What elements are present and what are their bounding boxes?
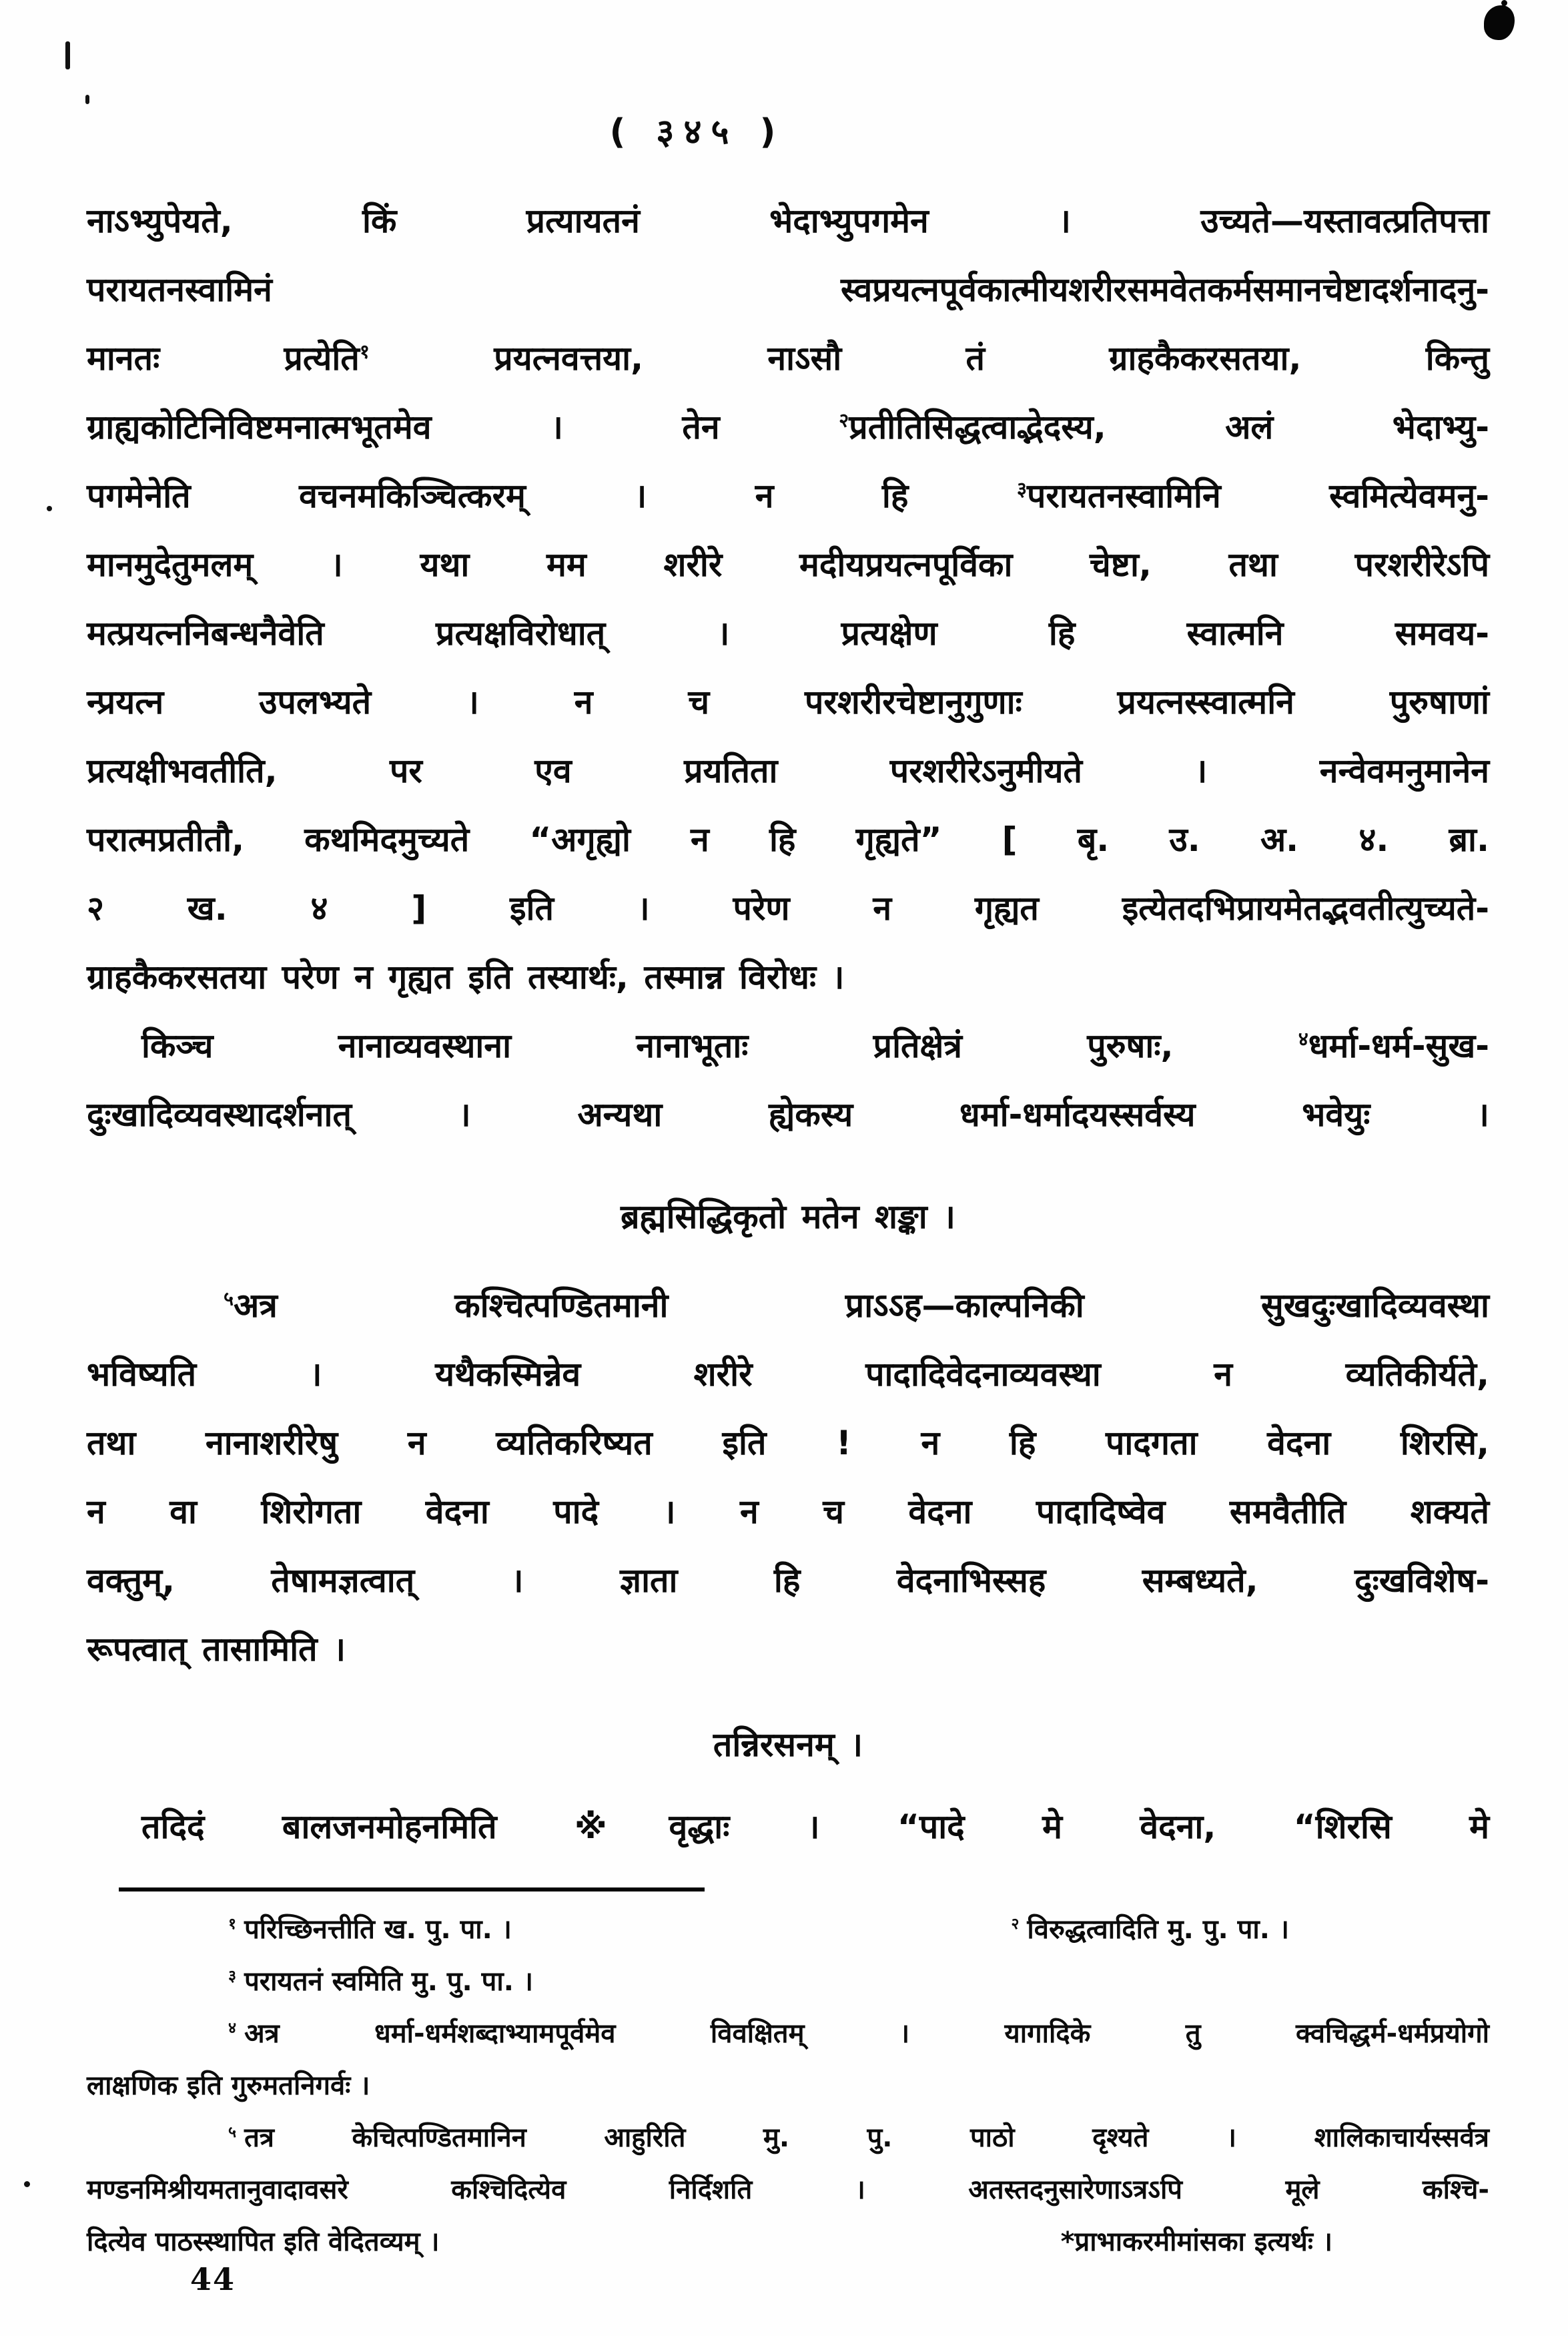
- body-line: प्रत्यक्षीभवतीति, पर एव प्रयतिता परशरीरेऽनुमीयते । नन्वेवमनुमानेन: [87, 752, 1489, 790]
- footnote-text: परायतनं स्वमिति मु. पु. पा. ।: [244, 1966, 534, 1997]
- body-line: मानमुदेतुमलम् । यथा मम शरीरे मदीयप्रयत्नपूर्विका चेष्टा, तथा परशरीरेऽपि: [87, 545, 1489, 584]
- body-line: परात्मप्रतीतौ, कथमिदमुच्यते “अगृह्यो न हि गृह्यते” [ बृ. उ. अ. ४. ब्रा.: [87, 820, 1489, 859]
- footnote-ref: ४: [1298, 1027, 1308, 1051]
- line-text: मानतः प्रत्येति: [87, 339, 360, 378]
- section-heading-refutation: तन्निरसनम् ।: [713, 1725, 863, 1764]
- body-line: न्प्रयत्न उपलभ्यते । न च परशरीरचेष्टानुगुणाः प्रयत्नस्स्वात्मनि पुरुषाणां: [87, 683, 1489, 721]
- footnote-text: अत्र धर्मा-धर्मशब्दाभ्यामपूर्वमेव विवक्षितम् । यागादिके तु क्वचिद्धर्म-धर्मप्रयोगो: [244, 2018, 1489, 2049]
- body-line: रूपत्वात् तासामिति ।: [87, 1630, 346, 1669]
- footnote-star: *प्राभाकरमीमांसका इत्यर्थः ।: [1060, 2227, 1332, 2257]
- body-line: ग्राहकैकरसतया परेण न गृह्यत इति तस्यार्थः, तस्मान्न विरोधः ।: [87, 958, 845, 996]
- body-line: [87, 1271, 1489, 1340]
- footnote-ref: ५: [224, 1287, 234, 1310]
- body-line: [87, 393, 1489, 462]
- scan-speck: [47, 506, 52, 511]
- footnote-5-line-2: मण्डनमिश्रीयमतानुवादावसरे कश्चिदित्येव निर्दिशति । अतस्तदनुसारेणाऽत्रऽपि मूले कश्चि-: [87, 2174, 1489, 2205]
- body-line: [87, 324, 1489, 393]
- footnote-row: [87, 1904, 1489, 1956]
- line-text: प्रयत्नवत्तया, नाऽसौ तं ग्राहकैकरसतया, किन्तु: [369, 339, 1489, 378]
- footnote-number: ४: [228, 2018, 237, 2037]
- body-line: परायतनस्वामिनं स्वप्रयत्नपूर्वकात्मीयशरीरसमवेतकर्मसमानचेष्टादर्शनादनु-: [87, 270, 1489, 309]
- line-text: पगमेनेति वचनमकिञ्चित्करम् । न हि: [87, 477, 1017, 515]
- body-line: वक्तुम्, तेषामज्ञत्वात् । ज्ञाता हि वेदनाभिस्सह सम्बध्यते, दुःखविशेष-: [87, 1561, 1489, 1600]
- footnote-number: १: [228, 1914, 237, 1933]
- body-line: २ ख. ४ ] इति । परेण न गृह्यत इत्येतदभिप्रायमेतद्भवतीत्युच्यते-: [87, 889, 1489, 928]
- footnote-5-line-1: [228, 2112, 1489, 2164]
- footnote-number: २: [1011, 1914, 1020, 1933]
- footnote-3: [228, 1956, 1489, 2008]
- line-text: धर्मा-धर्म-सुख-: [1308, 1027, 1489, 1065]
- footnote-1: [228, 1904, 512, 1956]
- scan-speck: [65, 41, 70, 69]
- scan-speck: [24, 2181, 30, 2187]
- body-line: तथा नानाशरीरेषु न व्यतिकरिष्यत इति ! न हि पादगता वेदना शिरसि,: [87, 1424, 1489, 1462]
- section-heading-objection: ब्रह्मसिद्धिकृतो मतेन शङ्का ।: [620, 1197, 956, 1236]
- body-line: मत्प्रयत्ननिबन्धनैवेति प्रत्यक्षविरोधात् । प्रत्यक्षेण हि स्वात्मनि समवय-: [87, 614, 1489, 653]
- footnote-4-line-2: लाक्षणिक इति गुरुमतनिगर्वः ।: [87, 2070, 370, 2101]
- body-line: दुःखादिव्यवस्थादर्शनात् । अन्यथा ह्येकस्य धर्मा-धर्मादयस्सर्वस्य भवेयुः ।: [87, 1095, 1489, 1134]
- body-text: [87, 187, 1489, 1861]
- footnote-ref: ३: [1016, 477, 1027, 501]
- footnote-ref: २: [839, 408, 849, 432]
- footnote-text: तत्र केचित्पण्डितमानिन आहुरिति मु. पु. पाठो दृश्यते । शालिकाचार्यस्सर्वत्र: [244, 2122, 1489, 2153]
- footnote-number: ३: [228, 1966, 237, 1985]
- footnotes-block: [87, 1904, 1489, 2268]
- body-line: न वा शिरोगता वेदना पादे । न च वेदना पादादिष्वेव समवैतीति शक्यते: [87, 1492, 1489, 1531]
- footnote-4-line-1: [228, 2008, 1489, 2060]
- footnote-separator-rule: [119, 1887, 705, 1891]
- line-text: परायतनस्वामिनि स्वमित्येवमनु-: [1026, 477, 1489, 515]
- body-line: तदिदं बालजनमोहनमिति ※वृद्धाः । “पादे मे वेदना, “शिरसि मे: [141, 1807, 1489, 1846]
- footnote-5-line-3: दित्येव पाठस्स्थापित इति वेदितव्यम् ।: [87, 2227, 440, 2257]
- line-text: प्रतीतिसिद्धत्वाद्भेदस्य, अलं भेदाभ्यु-: [849, 408, 1489, 447]
- line-text: ग्राह्यकोटिनिविष्टमनात्मभूतमेव । तेन: [87, 408, 839, 447]
- page-header-number: ( ३४५ ): [609, 112, 785, 152]
- footnote-ref: १: [359, 340, 370, 363]
- line-text: अत्र कश्चित्पण्डितमानी प्राऽऽह—काल्पनिकी सुखदुःखादिव्यवस्था: [234, 1286, 1489, 1325]
- footnote-text: परिच्छिनत्तीति ख. पु. पा. ।: [244, 1914, 512, 1945]
- body-line: नाऽभ्युपेयते, किं प्रत्यायतनं भेदाभ्युपगमेन । उच्यते—यस्तावत्प्रतिपत्ता: [87, 202, 1489, 240]
- footnote-number: ५: [228, 2122, 237, 2141]
- footnote-row: [87, 2216, 1489, 2268]
- scan-speck: [85, 95, 89, 104]
- footnote-2: [1011, 1904, 1289, 1956]
- footnote-text: विरुद्धत्वादिति मु. पु. पा. ।: [1027, 1914, 1289, 1945]
- body-line: [87, 1012, 1489, 1081]
- body-line: [87, 462, 1489, 531]
- print-page-number: 44: [190, 2261, 236, 2297]
- line-text: किञ्च नानाव्यवस्थाना नानाभूताः प्रतिक्षेत्रं पुरुषाः,: [141, 1027, 1298, 1065]
- body-line: भविष्यति । यथैकस्मिन्नेव शरीरे पादादिवेदनाव्यवस्था न व्यतिकीर्यते,: [87, 1355, 1489, 1394]
- ink-blot-artifact: [1484, 5, 1515, 40]
